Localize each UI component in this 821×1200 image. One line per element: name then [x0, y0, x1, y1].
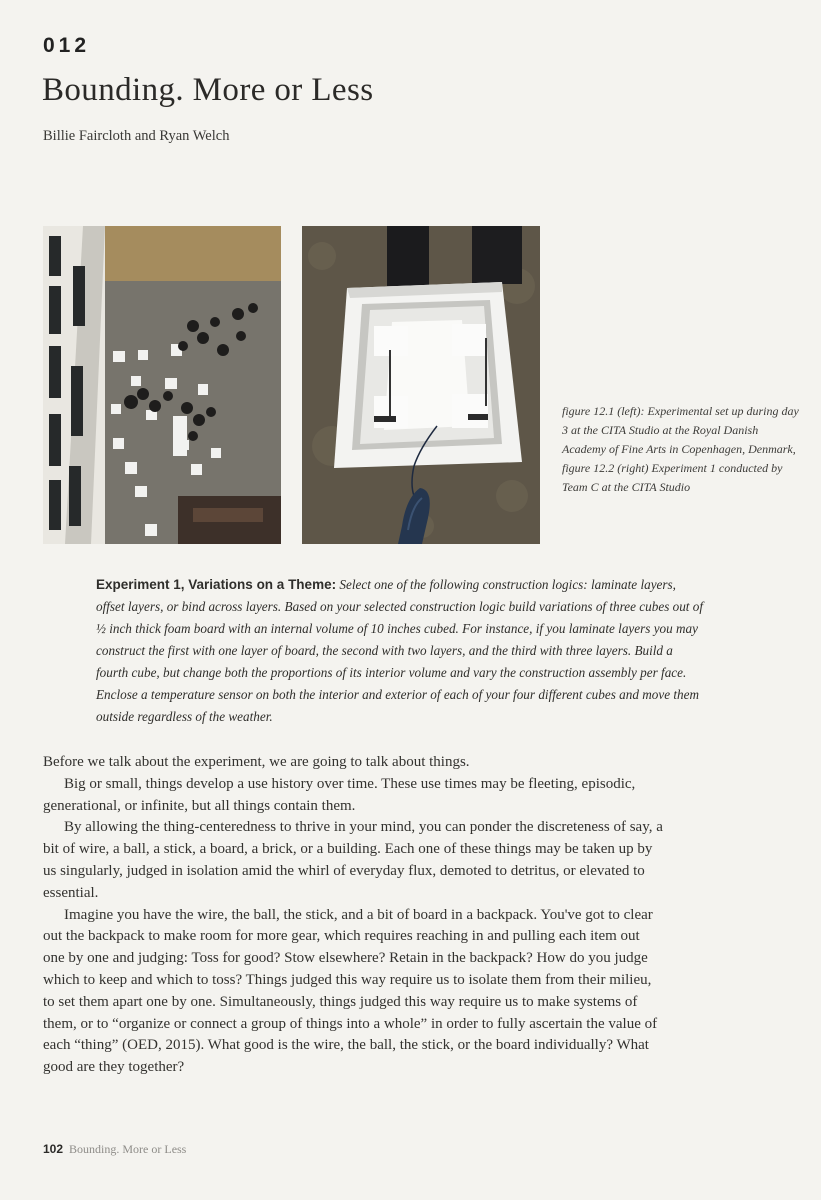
- figure-12-1-photo: [43, 226, 281, 544]
- exercise-box: [96, 574, 706, 728]
- foam-cube-illustration: [302, 226, 540, 544]
- chapter-title: Bounding. More or Less: [42, 72, 374, 108]
- exercise-instructions: Select one of the following construction logics: laminate layers, offset layers, or bind across layers. Based on your selected construction logic build variations of three cubes out of ½ inch thick foam board with an internal volume of 10 inches cubed. For instance, if you laminate layers you may construct the first with one layer of board, the second with two layers, and the third with three layers. Build a fourth cube, but change both the proportions of its interior volume and vary the construction assembly per face. Enclose a temperature sensor on both the interior and exterior of each of your four different cubes and move them outside regardless of the weather.: [96, 577, 704, 724]
- page-number: 102: [43, 1142, 64, 1156]
- chapter-authors: Billie Faircloth and Ryan Welch: [43, 128, 230, 144]
- body-paragraph-4: Imagine you have the wire, the ball, the stick, and a bit of board in a backpack. You've got to clear out the backpack to make room for more gear, which requires reaching in and pulling each item out one by one and judging: Toss for good? Stow elsewhere? Retain in the backpack? How do you judge which to keep and which to toss? Things judged this way require us to isolate them from their milieu, to set them apart one by one. Simultaneously, things judged this way require us to make systems of them, or to “organize or connect a group of things into a whole” in order to fully ascertain the value of each “thing” (OED, 2015). What good is the wire, the ball, the stick, or the board individually? What good are they together?: [43, 906, 658, 1076]
- running-title: Bounding. More or Less: [69, 1142, 187, 1156]
- exercise-heading: Experiment 1, Variations on a Theme:: [96, 577, 337, 592]
- figure-12-2-photo: [302, 226, 540, 544]
- page-footer: [43, 1142, 186, 1157]
- body-text: [43, 752, 663, 1079]
- body-paragraph-1: Before we talk about the experiment, we are going to talk about things.: [43, 754, 470, 770]
- studio-overhead-illustration: [43, 226, 281, 544]
- chapter-number: 012: [43, 34, 91, 57]
- body-paragraph-3: By allowing the thing-centeredness to thrive in your mind, you can ponder the discreteness of say, a bit of wire, a ball, a stick, a board, a brick, or a building. Each one of these things may be taken up by us singularly, judged in isolation amid the whirl of everyday flux, demoted to detritus, or elevated to essential.: [43, 819, 663, 901]
- figure-caption: figure 12.1 (left): Experimental set up during day 3 at the CITA Studio at the Royal Danish Academy of Fine Arts in Copenhagen, Denmark, figure 12.2 (right) Experiment 1 conducted by Team C at the CITA Studio: [562, 404, 799, 494]
- body-paragraph-2: Big or small, things develop a use history over time. These use times may be fleeting, episodic, generational, or infinite, but all things contain them.: [43, 775, 636, 814]
